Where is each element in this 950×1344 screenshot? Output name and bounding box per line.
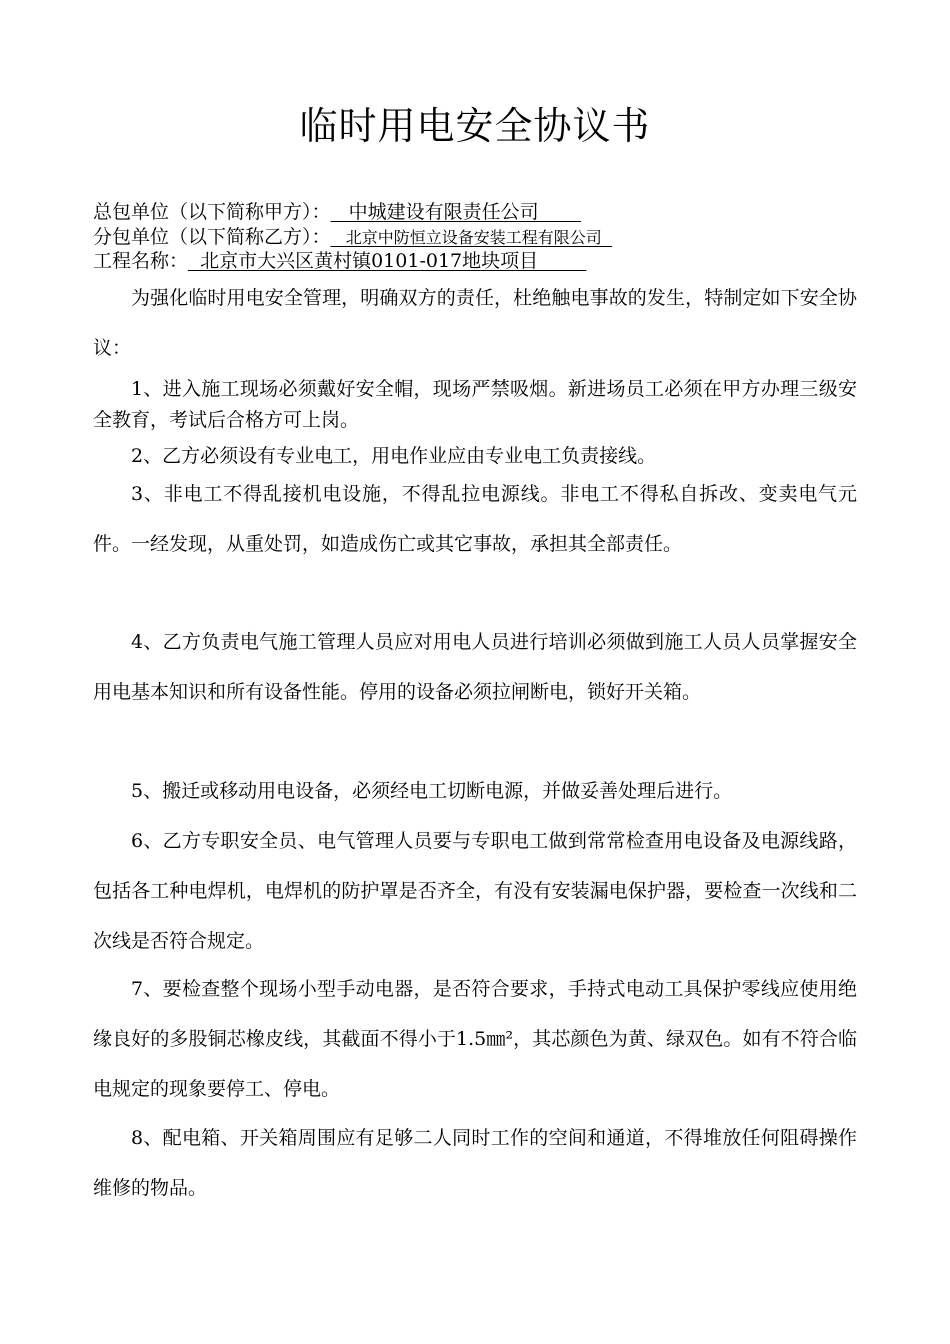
clause-7: 7、要检查整个现场小型手动电器，是否符合要求，手持式电动工具保护零线应使用绝缘良好的多股铜芯橡皮线，其截面不得小于1.5㎜²，其芯颜色为黄、绿双色。如有不符合临电规定的现象要停工、停电。 xyxy=(93,978,857,1100)
party-b-label: 分包单位（以下简称乙方）： xyxy=(93,226,331,248)
document-title: 临时用电安全协议书 xyxy=(299,104,651,148)
project-label: 工程名称： xyxy=(93,250,189,272)
clause-1: 1、进入施工现场必须戴好安全帽，现场严禁吸烟。新进场员工必须在甲方办理三级安全教育，考试后合格方可上岗。 xyxy=(93,378,857,431)
party-a-line xyxy=(93,200,581,224)
party-b-value: 北京中防恒立设备安装工程有限公司 xyxy=(330,228,612,247)
clause-3: 3、非电工不得乱接机电设施，不得乱拉电源线。非电工不得私自拆改、变卖电气元件。一经发现，从重处罚，如造成伤亡或其它事故，承担其全部责任。 xyxy=(93,483,857,555)
clause-2: 2、乙方必须设有专业电工，用电作业应由专业电工负责接线。 xyxy=(131,445,657,467)
clause-5: 5、搬迁或移动用电设备，必须经电工切断电源，并做妥善处理后进行。 xyxy=(131,780,733,802)
clause-4: 4、乙方负责电气施工管理人员应对用电人员进行培训必须做到施工人员人员掌握安全用电基本知识和所有设备性能。停用的设备必须拉闸断电，锁好开关箱。 xyxy=(93,631,857,703)
party-b-line xyxy=(93,225,612,250)
clause-6: 6、乙方专职安全员、电气管理人员要与专职电工做到常常检查用电设备及电源线路，包括各工种电焊机，电焊机的防护罩是否齐全，有没有安装漏电保护器，要检查一次线和二次线是否符合规定。 xyxy=(93,830,857,952)
intro-paragraph: 为强化临时用电安全管理，明确双方的责任，杜绝触电事故的发生，特制定如下安全协议： xyxy=(93,287,857,359)
clause-8: 8、配电箱、开关箱周围应有足够二人同时工作的空间和通道，不得堆放任何阻碍操作维修的物品。 xyxy=(93,1127,857,1199)
party-a-value: 中城建设有限责任公司 xyxy=(330,201,581,223)
party-a-label: 总包单位（以下简称甲方）： xyxy=(93,201,331,223)
project-line xyxy=(93,249,586,273)
project-value: 北京市大兴区黄村镇0101-017地块项目 xyxy=(188,250,587,272)
